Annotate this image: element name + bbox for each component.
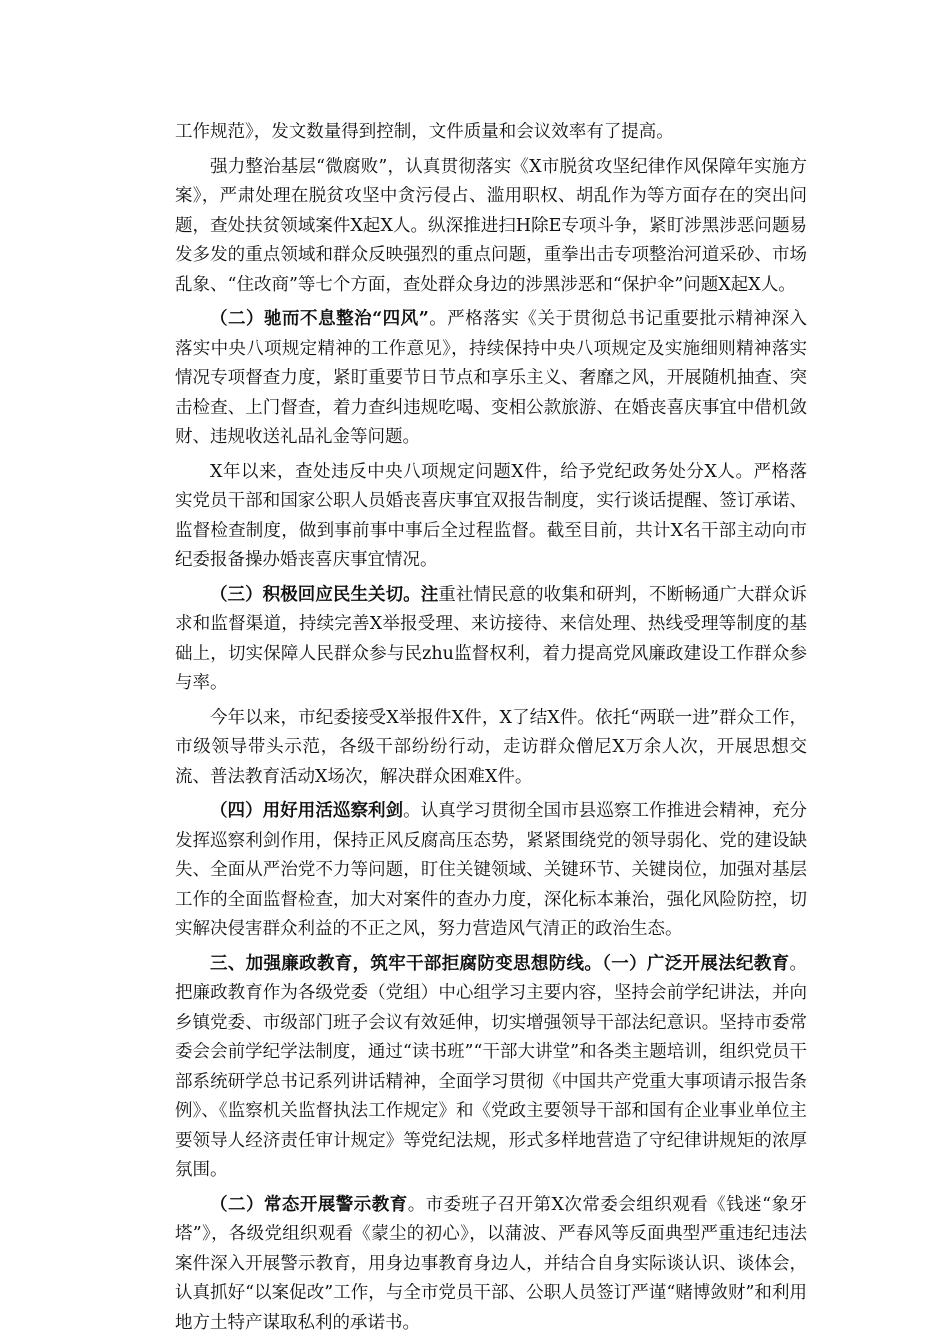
paragraph-5-text: 重社情民意的收集和研判，不断畅通广大群众诉求和监督渠道，持续完善X举报受理、来访接待、来信处理、热线受理等制度的基础上，切实保障人民群众参与民zhu监督权利，着力提高党风廉政建设工作群众参与率。 [175,584,808,693]
paragraph-1 [175,118,807,148]
paragraph-7-lead: （四）用好用活巡察利剑 [210,801,404,821]
paragraph-7-text: 。认真学习贯彻全国市县巡察工作推进会精神，充分发挥巡察利剑作用，保持正风反腐高压态势，紧紧围绕党的领导弱化、党的建设缺失、全面从严治党不力等问题，盯住关键领域、关键环节、关键岗位，加强对基层工作的全面监督检查，加大对案件的查办力度，深化标本兼治，强化风险防控，切实解决侵害群众利益的不正之风，努力营造风气清正的政治生态。 [175,801,808,939]
paragraph-8-lead: 三、加强廉政教育，筑牢干部拒腐防变思想防线。（一）广泛开展法纪教育 [210,953,790,974]
document-body [175,118,807,1343]
paragraph-5 [175,581,807,699]
paragraph-3-lead: （二）驰而不息整治“四风” [210,309,429,329]
paragraph-8 [175,950,807,1186]
paragraph-3-text: 。严格落实《关于贯彻总书记重要批示精神深入落实中央八项规定精神的工作意见》，持续保持中央八项规定及实施细则精神落实情况专项督查力度，紧盯重要节日节点和享乐主义、奢靡之风，开展随机抽查、突击检查、上门督查，着力查纠违规吃喝、变相公款旅游、在婚丧喜庆事宜中借机敛财、违规收送礼品礼金等问题。 [175,309,807,447]
paragraph-5-lead: （三）积极回应民生关切。注 [210,584,439,605]
paragraph-7 [175,797,807,945]
paragraph-6-text: 今年以来，市纪委接受X举报件X件，X了结X件。依托“两联一进”群众工作，市级领导带头示范，各级干部纷纷行动，走访群众僧尼X万余人次，开展思想交流、普法教育活动X场次，解决群众困难X件。 [175,707,807,787]
paragraph-9-lead: （二）常态开展警示教育 [210,1194,408,1215]
paragraph-6 [175,704,807,793]
paragraph-4 [175,458,807,576]
paragraph-3 [175,305,807,453]
paragraph-1-text: 工作规范》，发文数量得到控制，文件质量和会议效率有了提高。 [175,122,674,142]
paragraph-9 [175,1191,807,1339]
paragraph-8-text: 。把廉政教育作为各级党委（党组）中心组学习主要内容，坚持会前学纪讲法，并向乡镇党委、市级部门班子会议有效延伸，切实增强领导干部法纪意识。坚持市委常委会会前学纪学法制度，通过“读书班”“干部大讲堂”和各类主题培训，组织党员干部系统研学总书记系列讲话精神，全面学习贯彻《中国共产党重大事项请示报告条例》、《监察机关监督执法工作规定》和《党政主要领导干部和国有企业事业单位主要领导人经济责任审计规定》等党纪法规，形式多样地营造了守纪律讲规矩的浓厚氛围。 [175,953,807,1180]
paragraph-2 [175,153,807,301]
paragraph-9-text: 。市委班子召开第X次常委会组织观看《钱迷“象牙塔”》，各级党组织观看《蒙尘的初心》，以蒲波、严春风等反面典型严重违纪违法案件深入开展警示教育，用身边事教育身边人，并结合自身实际谈认识、谈体会，认真抓好“以案促改”工作，与全市党员干部、公职人员签订严谨“赌博敛财”和利用地方土特产谋取私利的承诺书。 [175,1194,808,1333]
paragraph-4-text: X年以来，查处违反中央八项规定问题X件，给予党纪政务处分X人。严格落实党员干部和国家公职人员婚丧喜庆事宜双报告制度，实行谈话提醒、签订承诺、监督检查制度，做到事前事中事后全过程监督。截至目前，共计X名干部主动向市纪委报备操办婚丧喜庆事宜情况。 [175,461,807,570]
paragraph-2-text: 强力整治基层“微腐败”，认真贯彻落实《X市脱贫攻坚纪律作风保障年实施方案》，严肃处理在脱贫攻坚中贪污侵占、滥用职权、胡乱作为等方面存在的突出问题，查处扶贫领域案件X起X人。纵深推进扫H除E专项斗争，紧盯涉黑涉恶问题易发多发的重点领域和群众反映强烈的重点问题，重拳出击专项整治河道采砂、市场乱象、“住改商”等七个方面，查处群众身边的涉黑涉恶和“保护伞”问题X起X人。 [175,156,807,295]
